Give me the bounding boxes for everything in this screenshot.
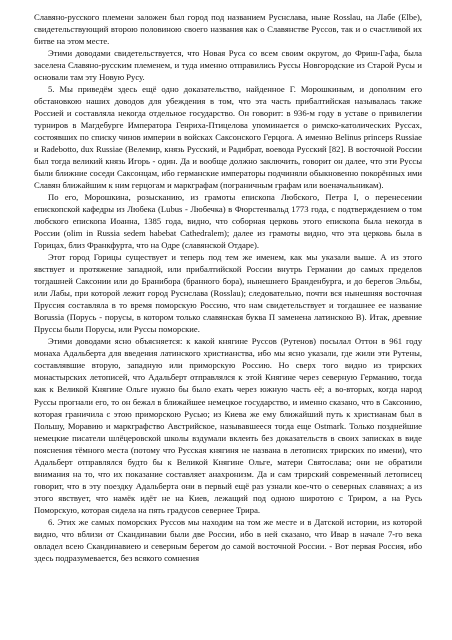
paragraph-4: По его, Морошкина, розысканию, из грамоты епископа Любского, Петра I, о перенесении епископской кафедры из Любека (Lubus - Любечка) в Фюрстенвальд 1773 года, с подтверждением о том любского епископа Иоанна, 1385 года, видно, что соборная церковь этого епископа была некогда в России (olim in Russia sedem habebat Cathedralem); далее из грамоты видно, что эта церковь была в Горицах, близ Франкфурта, что на Одре (славянской Отдаре). xyxy=(34,192,422,251)
document-page xyxy=(34,11,422,564)
paragraph-7: 6. Этих же самых поморских Руссов мы находим на том же месте и в Датской истории, из которой видно, что вблизи от Скандинавии были две России, ибо в ней сказано, что Ивар в начале 7-го века овладел всею Скандинавиею и северным берегом до самой восточной России. - Вот первая Россия, ибо здесь подразумевается, без всякого сомнения xyxy=(34,516,422,563)
paragraph-5: Этот город Горицы существует и теперь под тем же именем, как мы указали выше. А из этого явствует и протяжение западной, или прибалтийской России внутрь Германии до самых пределов тогдашней Саксонии или до Бранибора (бранного бора), нынешнего Бранденбурга, и до берегов Эльбы, или Лабы, при которой лежит город Руснслава (Rosslau); следовательно, почти вся нынешняя восточная Пруссия составляла в то время поморскую Россию, что нам свидетельствует и тогдашнее ее название Borussia (Порусь - порусы, в котором только славянская буква П заменена латинскою B). Итак, древние Пруссы были Порусы, или Руссы поморские. xyxy=(34,252,422,335)
paragraph-3: 5. Мы приведём здесь ещё одно доказательство, найденное Г. Морошкиным, и дополним его обстановкою наших доводов для убеждения в том, что эта часть прибалтийская называлась также Россией и составляла некогда отдельное государство. Он говорит: в 936-м году в уставе о привилегии турниров в Магдебурге Императора Генриха-Птицелова упоминается о римско-католических Руссах, состоявших по списку чинов империи в войсках Саксонского Герцога. А именно Belinus princeps Russiae и Radebotto, dux Russiae (Велемир, князь Русский, и Радибрат, воевода Русский [82]. В восточной России был тогда великий князь Игорь - один. Да и вообще должно заключить, говорит он далее, что эти Руссы были ближние соседи Саксонцам, ибо германские императоры подчиняли обыкновенно покорённых ими Славян ближайшим к ним герцогам и маркграфам (пограничным графам или военачальникам). xyxy=(34,84,422,191)
paragraph-2: Этими доводами свидетельствуется, что Новая Руса со всем своим округом, до Фриш-Гафа, была заселена Славяно-русским племенем, и туда именно отправились Руссы Новгородские из Старой Русы и основали там эту Новую Русу. xyxy=(34,48,422,83)
paragraph-6: Этими доводами ясно объясняется: к какой княгине Руссов (Рутенов) посылал Оттон в 961 году монаха Адальберта для введения латинского христианства, ибо мы ясно указали, где жили эти Рутены, составлявшие вторую, западную или приморскую Россию. Но сверх того видно из трирских монастырских летописей, что Адальберт отправлялся к этой Княгине через северную Германию, тогда как к Великой Княгине Ольге нужно бы было ехать через южную часть её; а во-вторых, когда народ Руссы прогнали его, то он бежал в ближайшее немецкое государство, и именно сказано, что в Саксонию, которая граничила с этою приморскою Русью; из Киева же ему ближайший путь к христианам был в Польшу, Моравию и маркграфство Австрийское, называвшееся тогда еще Ostmark. Только позднейшие немецкие писатели шлёцеровской школы вздумали вклеить без доказательств в своих записках в виде пояснения тёмного места (потому что Русская княгиня не названа в летописях трирских по имени), что Адальберт отправлялся будто бы к Великой Княгине Ольге, матери Святослава; они не обратили внимания на то, что их показание составляет анахронизм. Да и сам трирский современный летописец говорит, что в эту поездку Адальберта они в первый ещё раз узнали кое-что о северных славянах; а из этого явствует, что намёк идёт не на Киев, лежащий под одною широтою с Триром, а на Русь Поморскую, которая сидела на пять градусов севернее Трира. xyxy=(34,336,422,515)
paragraph-1: Славяно-русского племени заложен был город под названием Руснслава, ныне Rosslau, на Лабе (Elbe), свидетельствующий второю половиною своего названия как о Славянстве Руссов, так и о счастливой их битве на этом месте. xyxy=(34,12,422,47)
